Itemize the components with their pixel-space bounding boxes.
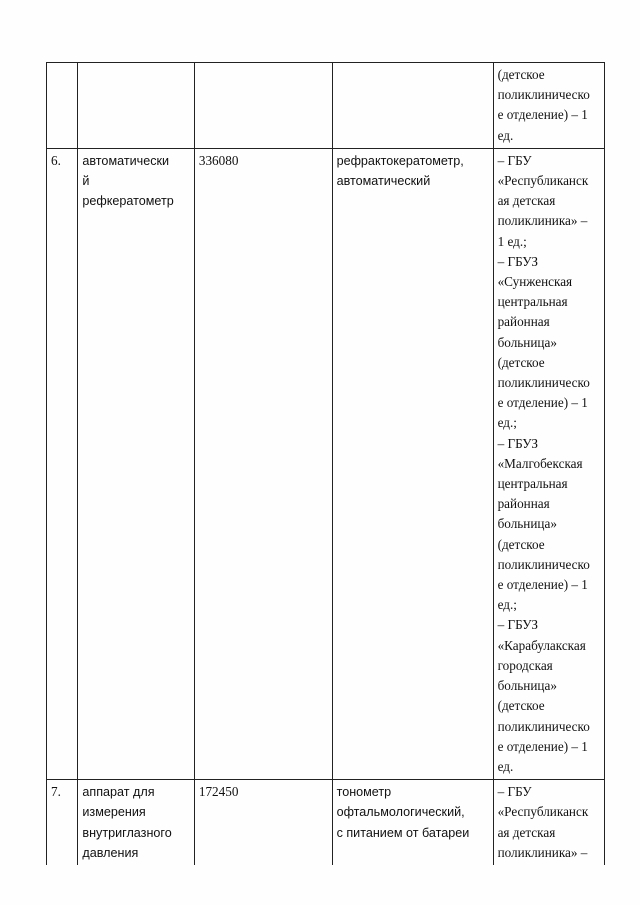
cell-text-line: ая детская <box>497 824 556 840</box>
cell-text-line: е отделение) – 1 <box>497 107 588 123</box>
recipients-cell <box>493 148 604 779</box>
cell-text-line: рефрактокератометр, <box>336 153 464 168</box>
code-cell <box>194 148 332 779</box>
recipients-cell <box>493 780 604 865</box>
cell-text-line: автоматический <box>336 174 431 189</box>
cell-text-line: е отделение) – 1 <box>497 395 588 411</box>
cell-text-line: (детское <box>497 67 545 82</box>
device-code: 172450 <box>198 784 239 800</box>
device-type-cell <box>332 63 493 149</box>
cell-text-line: «Малгобекская <box>497 455 583 471</box>
code-cell <box>194 780 332 865</box>
cell-text-line: районная <box>497 496 550 512</box>
device-code: 336080 <box>198 152 239 168</box>
cell-text-line: с питанием от батареи <box>336 825 470 840</box>
cell-text-line: больница» <box>497 334 557 350</box>
cell-text-line: «Сунженская <box>497 274 573 290</box>
cell-text-line: ед.; <box>497 415 517 431</box>
cell-text-line: поликлиническо <box>497 87 590 103</box>
cell-text-line: – ГБУЗ <box>497 435 538 451</box>
cell-text-line: поликлиническо <box>497 375 590 391</box>
cell-text-line: е отделение) – 1 <box>497 738 588 754</box>
cell-text-line: «Республиканск <box>497 173 589 189</box>
cell-text-line: измерения <box>82 805 146 820</box>
cell-text-line: центральная <box>497 294 568 310</box>
cell-text-line: ед. <box>497 758 514 774</box>
row-number: 7. <box>51 784 61 800</box>
cell-text-line: автоматически <box>82 153 170 168</box>
cell-text-line: – ГБУ <box>497 152 532 168</box>
cell-text-line: «Карабулакская <box>497 637 586 653</box>
cell-text-line: офтальмологический, <box>336 805 465 820</box>
device-name-cell <box>78 148 194 779</box>
cell-text-line: е отделение) – 1 <box>497 577 588 593</box>
cell-text-line: ед. <box>497 127 514 143</box>
cell-text-line: районная <box>497 314 550 330</box>
cell-text-line: аппарат для <box>82 785 155 800</box>
table-row <box>47 148 605 779</box>
cell-text-line: поликлиника» – <box>497 213 588 229</box>
cell-text-line: – ГБУЗ <box>497 617 538 633</box>
cell-text-line: ед.; <box>497 597 517 613</box>
cell-text-line: ая детская <box>497 193 556 209</box>
device-name-cell <box>78 780 194 865</box>
code-cell <box>194 63 332 149</box>
table-row <box>47 780 605 865</box>
cell-text-line: давления <box>82 845 139 860</box>
row-number-cell <box>47 780 78 865</box>
row-number-cell <box>47 148 78 779</box>
cell-text-line: «Республиканск <box>497 804 589 820</box>
cell-text-line: тонометр <box>336 785 392 800</box>
device-name-cell <box>78 63 194 149</box>
cell-text-line: (детское <box>497 354 545 370</box>
cell-text-line: внутриглазного <box>82 825 172 840</box>
recipients-cell <box>493 63 604 149</box>
cell-text-line: городская <box>497 657 553 673</box>
cell-text-line: поликлиника» – <box>497 844 588 860</box>
table-row <box>47 63 605 149</box>
cell-text-line: поликлиническо <box>497 718 590 734</box>
row-number: 6. <box>51 152 61 168</box>
equipment-table-body <box>47 63 605 865</box>
device-type-cell <box>332 780 493 865</box>
cell-text-line: (детское <box>497 536 545 552</box>
cell-text-line: – ГБУЗ <box>497 253 538 269</box>
equipment-table <box>46 62 605 865</box>
cell-text-line: больница» <box>497 516 557 532</box>
device-type-cell <box>332 148 493 779</box>
cell-text-line: – ГБУ <box>497 784 532 800</box>
cell-text-line: больница» <box>497 678 557 694</box>
row-number-cell <box>47 63 78 149</box>
cell-text-line: поликлиническо <box>497 556 590 572</box>
cell-text-line: (детское <box>497 698 545 714</box>
cell-text-line: 1 ед.; <box>497 233 527 249</box>
cell-text-line: й <box>82 174 90 189</box>
cell-text-line: рефкератометр <box>82 194 174 209</box>
cell-text-line: центральная <box>497 476 568 492</box>
